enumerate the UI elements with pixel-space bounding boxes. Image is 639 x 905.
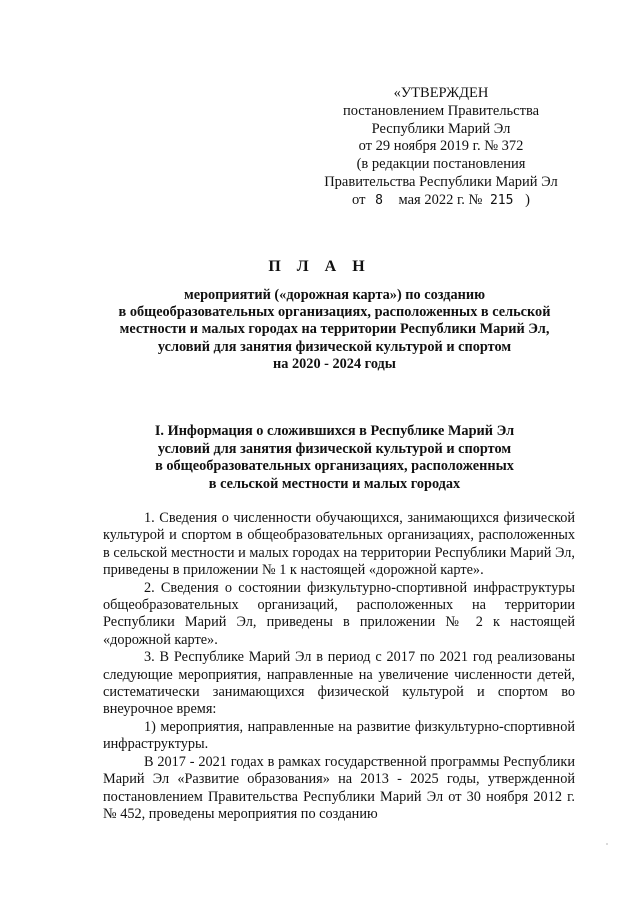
- plan-subtitle-line: местности и малых городах на территории Республики Марий Эл,: [119, 321, 550, 338]
- amendment-day: 8: [375, 192, 383, 208]
- section-heading-line: условий для занятия физической культурой и спортом: [157, 440, 512, 457]
- plan-subtitle-line: на 2020 - 2024 годы: [273, 355, 396, 372]
- amendment-month-year: мая 2022 г. №: [398, 191, 483, 208]
- amendment-date-line: [310, 192, 572, 210]
- amendment-number: 215: [489, 192, 514, 208]
- paragraph: 1. Сведения о численности обучающихся, занимающихся физической культурой и спортом в общеобразовательных организациях, расположенных в сельской местности и малых городах на территории Республики Марий Эл, приведены в приложении № 1 к настоящей «дорожной карте».: [103, 510, 575, 579]
- scan-speck: [606, 843, 608, 845]
- section-heading-line: в сельской местности и малых городах: [208, 475, 461, 492]
- approval-line: (в редакции постановления: [356, 156, 526, 173]
- approval-line: «УТВЕРЖДЕН: [393, 85, 489, 101]
- paragraph: 1) мероприятия, направленные на развитие физкультурно-спортивной инфраструктуры.: [103, 718, 575, 753]
- plan-subtitle: [92, 287, 577, 373]
- paragraph: 3. В Республике Марий Эл в период с 2017 по 2021 год реализованы следующие мероприятия, направленные на увеличение численности детей, систематически занимающихся физической культурой и спортом во внеурочное время:: [103, 649, 575, 718]
- amendment-prefix: от: [352, 191, 366, 208]
- approval-line: Правительства Республики Марий Эл: [324, 173, 558, 190]
- plan-subtitle-line: мероприятий («дорожная карта») по созданию: [184, 287, 485, 303]
- amendment-close: ): [525, 191, 530, 208]
- body-text: [103, 510, 575, 823]
- section-heading-line: в общеобразовательных организациях, расположенных: [155, 458, 514, 475]
- plan-subtitle-line: условий для занятия физической культурой и спортом: [157, 338, 512, 355]
- approval-block: [310, 85, 572, 210]
- approval-line: от 29 ноября 2019 г. № 372: [358, 138, 524, 155]
- paragraph: 2. Сведения о состоянии физкультурно-спортивной инфраструктуры общеобразовательных организаций, расположенных на территории Республики Марий Эл, приведены в приложении № 2 к настоящей «дорожной карте».: [103, 579, 575, 648]
- approval-line: Республики Марий Эл: [371, 120, 511, 137]
- section-heading: [92, 423, 577, 493]
- section-heading-line: I. Информация о сложившихся в Республике Марий Эл: [154, 423, 515, 439]
- plan-title: П Л А Н: [268, 258, 371, 275]
- approval-line: постановлением Правительства: [342, 102, 540, 119]
- plan-subtitle-line: в общеобразовательных организациях, расположенных в сельской: [118, 304, 551, 321]
- paragraph: В 2017 - 2021 годах в рамках государственной программы Республики Марий Эл «Развитие образования» на 2013 - 2025 годы, утвержденной постановлением Правительства Республики Марий Эл от 30 ноября 2012 г. № 452, проведены мероприятия по созданию: [103, 753, 575, 822]
